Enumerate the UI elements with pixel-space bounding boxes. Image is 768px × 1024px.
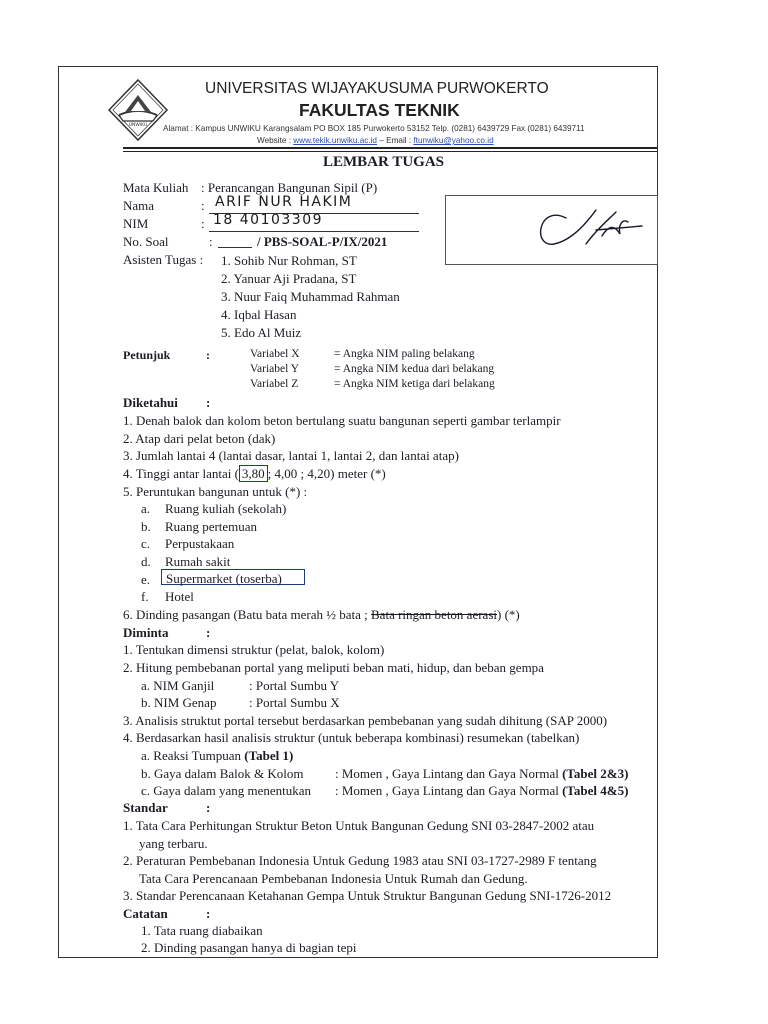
diketahui-item: 5. Peruntukan bangunan untuk (*) : xyxy=(123,484,308,499)
email-label: – Email : xyxy=(377,136,414,145)
dinding-text-start: 6. Dinding pasangan (Batu bata merah ½ bata ; xyxy=(123,607,368,622)
gaya-menentukan-text: : Momen , Gaya Lintang dan Gaya Normal xyxy=(335,783,563,798)
asisten-item: 2. Yanuar Aji Pradana, ST xyxy=(221,271,357,286)
diminta-sub-label: b. NIM Genap xyxy=(141,695,217,710)
diketahui-label: Diketahui xyxy=(123,395,178,410)
variabel-name: Variabel Z xyxy=(250,378,299,390)
gaya-balok-text: : Momen , Gaya Lintang dan Gaya Normal xyxy=(335,766,563,781)
diminta-item: 1. Tentukan dimensi struktur (pelat, balok, kolom) xyxy=(123,642,385,657)
sub-item: Ruang kuliah (sekolah) xyxy=(165,501,287,516)
diminta-sub-value xyxy=(335,766,628,782)
diminta-sub-label: c. Gaya dalam yang menentukan xyxy=(141,783,312,798)
diketahui-item: 2. Atap dari pelat beton (dak) xyxy=(123,431,276,446)
diketahui-item: 1. Denah balok dan kolom beton bertulang suatu bangunan seperti gambar terlampir xyxy=(123,413,561,428)
nim-colon: : xyxy=(201,216,205,231)
nama-value: ARIF NUR HAKIM xyxy=(215,194,353,210)
gaya-menentukan-table-ref: (Tabel 4&5) xyxy=(562,783,629,798)
diminta-sub-value xyxy=(335,783,628,799)
faculty-name: FAKULTAS TEKNIK xyxy=(299,100,460,120)
asisten-item: 5. Edo Al Muiz xyxy=(221,325,302,340)
diketahui-item-tinggi xyxy=(123,466,386,482)
tinggi-text-start: 4. Tinggi antar lantai ( xyxy=(123,466,239,481)
dinding-struck-option: Bata ringan beton aerasi xyxy=(371,607,497,622)
nim-label: NIM xyxy=(123,216,149,231)
signature-box xyxy=(445,195,658,265)
standar-colon: : xyxy=(206,800,211,815)
variabel-desc: = Angka NIM kedua dari belakang xyxy=(334,363,495,375)
sub-letter: e. xyxy=(141,572,151,587)
university-name: UNIVERSITAS WIJAYAKUSUMA PURWOKERTO xyxy=(205,80,549,97)
diketahui-colon: : xyxy=(206,395,211,410)
sub-letter: a. xyxy=(141,501,151,516)
sub-item: Rumah sakit xyxy=(165,554,231,569)
variabel-desc: = Angka NIM paling belakang xyxy=(334,348,475,360)
diketahui-item: 3. Jumlah lantai 4 (lantai dasar, lantai 1, lantai 2, dan lantai atap) xyxy=(123,448,459,463)
diminta-sub-value: : Portal Sumbu X xyxy=(249,695,340,710)
tinggi-text-end: ; 4,00 ; 4,20) meter (*) xyxy=(267,466,386,481)
diminta-sub-label: a. NIM Ganjil xyxy=(141,678,215,693)
catatan-label: Catatan xyxy=(123,906,168,921)
standar-label: Standar xyxy=(123,800,168,815)
diminta-sub-item xyxy=(141,748,293,764)
no-soal-value: / PBS-SOAL-P/IX/2021 xyxy=(257,234,388,249)
header-rule-thin xyxy=(123,151,657,152)
logo-text: UNWIKU xyxy=(128,123,148,128)
no-soal-colon: : xyxy=(209,234,213,249)
reaksi-text: a. Reaksi Tumpuan xyxy=(141,748,245,763)
nama-label: Nama xyxy=(123,198,155,213)
no-soal-label: No. Soal xyxy=(123,234,169,249)
contact-line xyxy=(257,136,494,145)
diminta-colon: : xyxy=(206,625,211,640)
variabel-desc: = Angka NIM ketiga dari belakang xyxy=(334,378,495,390)
catatan-item: 1. Tata ruang diabaikan xyxy=(141,923,263,938)
sub-letter: d. xyxy=(141,554,151,569)
standar-item-cont: yang terbaru. xyxy=(139,836,208,851)
nim-value: 18 40103309 xyxy=(213,212,324,228)
address-line: Alamat : Kampus UNWIKU Karangsalam PO BOX 185 Purwokerto 53152 Telp. (0281) 6439729 Fax (0281) 6439711 xyxy=(163,124,585,133)
diminta-label: Diminta xyxy=(123,625,169,640)
dinding-text-end: ) (*) xyxy=(497,607,520,622)
sub-letter: b. xyxy=(141,519,151,534)
website-link[interactable]: www.tekik.unwiku.ac.id xyxy=(293,136,377,145)
university-logo xyxy=(105,77,171,143)
nim-underline xyxy=(209,231,419,232)
website-label: Website : xyxy=(257,136,294,145)
standar-item: 3. Standar Perencanaan Ketahanan Gempa Untuk Struktur Bangunan Gedung SNI-1726-2012 xyxy=(123,888,612,903)
mata-kuliah-label: Mata Kuliah xyxy=(123,180,189,195)
variabel-name: Variabel Y xyxy=(250,363,300,375)
sub-item: Ruang pertemuan xyxy=(165,519,258,534)
gaya-balok-table-ref: (Tabel 2&3) xyxy=(562,766,629,781)
sub-item: Hotel xyxy=(165,589,194,604)
catatan-item: 2. Dinding pasangan hanya di bagian tepi xyxy=(141,940,357,955)
email-link[interactable]: ftunwiku@yahoo.co.id xyxy=(413,136,494,145)
reaksi-table-ref: (Tabel 1) xyxy=(244,748,294,763)
no-soal-blank xyxy=(218,247,252,248)
asisten-item: 1. Sohib Nur Rohman, ST xyxy=(221,253,357,268)
header-rule-thick xyxy=(123,147,657,149)
signature-drawing xyxy=(446,196,657,264)
sub-letter: f. xyxy=(141,589,149,604)
sub-item: Perpustakaan xyxy=(165,536,235,551)
standar-item-cont: Tata Cara Perencanaan Pembebanan Indonesia Untuk Rumah dan Gedung. xyxy=(139,871,528,886)
document-page xyxy=(58,66,658,958)
diminta-sub-label: b. Gaya dalam Balok & Kolom xyxy=(141,766,304,781)
diketahui-item-dinding xyxy=(123,607,520,623)
diminta-item: 4. Berdasarkan hasil analisis struktur (untuk beberapa kombinasi) resumekan (tabelkan) xyxy=(123,730,580,745)
diminta-sub-value: : Portal Sumbu Y xyxy=(249,678,340,693)
mata-kuliah-value: : Perancangan Bangunan Sipil (P) xyxy=(201,180,378,195)
standar-item: 1. Tata Cara Perhitungan Struktur Beton Untuk Bangunan Gedung SNI 03-2847-2002 atau xyxy=(123,818,595,833)
standar-item: 2. Peraturan Pembebanan Indonesia Untuk Gedung 1983 atau SNI 03-1727-2989 F tentang xyxy=(123,853,597,868)
asisten-item: 3. Nuur Faiq Muhammad Rahman xyxy=(221,289,400,304)
nama-colon: : xyxy=(201,198,205,213)
catatan-colon: : xyxy=(206,906,211,921)
tinggi-selected-value: 3,80 xyxy=(239,465,268,482)
asisten-item: 4. Iqbal Hasan xyxy=(221,307,297,322)
diminta-item: 2. Hitung pembebanan portal yang meliputi beban mati, hidup, dan beban gempa xyxy=(123,660,544,675)
sub-letter: c. xyxy=(141,536,151,551)
asisten-label: Asisten Tugas : xyxy=(123,252,204,267)
document-title: LEMBAR TUGAS xyxy=(323,154,444,170)
diminta-item: 3. Analisis struktut portal tersebut berdasarkan pembebanan yang sudah dihitung (SAP 2000) xyxy=(123,713,608,728)
petunjuk-colon: : xyxy=(206,348,210,362)
variabel-name: Variabel X xyxy=(250,348,300,360)
sub-item-selected: Supermarket (toserba) xyxy=(161,569,305,585)
petunjuk-label: Petunjuk xyxy=(123,348,171,362)
